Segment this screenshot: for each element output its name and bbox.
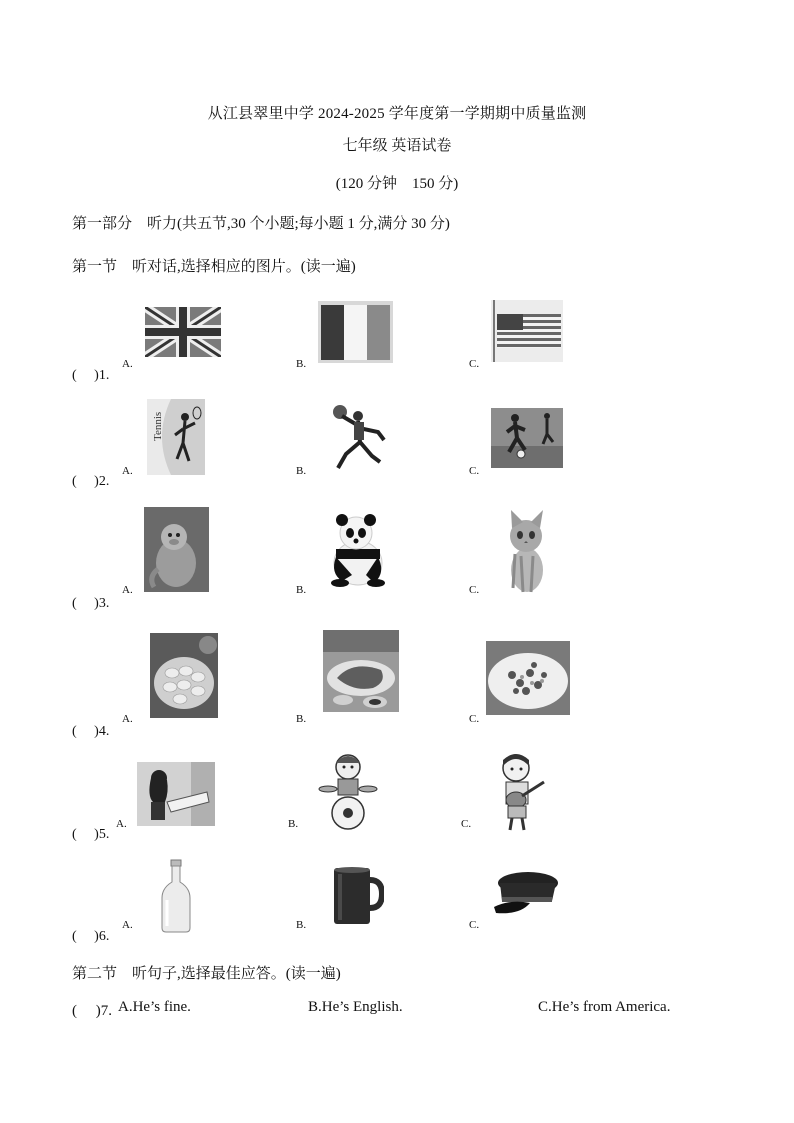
question-number: ( )3.	[72, 596, 110, 611]
exam-subtitle: 七年级 英语试卷	[342, 138, 452, 154]
option-label: C.	[469, 584, 480, 596]
kung-pao-chicken-picture	[486, 641, 570, 715]
option-label: C.	[469, 358, 480, 370]
option-label: C.	[469, 713, 480, 725]
question-number: ( )1.	[72, 368, 110, 383]
soccer-players-picture	[491, 408, 563, 468]
option-label: B.	[288, 818, 299, 830]
usa-flag-picture	[491, 300, 563, 362]
option-label: C.	[461, 818, 472, 830]
cap-picture	[490, 869, 560, 917]
option-label: A.	[122, 713, 133, 725]
basketball-player-picture	[328, 402, 390, 474]
option-label: B.	[296, 465, 307, 477]
option-label: A.	[122, 584, 133, 596]
option-label: A.	[122, 919, 133, 931]
roast-duck-picture	[323, 630, 399, 712]
boy-playing-guitar-picture	[494, 752, 546, 832]
exam-title: 从江县翠里中学 2024-2025 学年度第一学期期中质量监测	[207, 106, 587, 122]
question-number: ( )5.	[72, 827, 110, 842]
option-label: B.	[296, 358, 307, 370]
tennis-label: Tennis	[152, 411, 164, 441]
france-flag-picture	[318, 301, 393, 363]
question-7-option-a: A.He’s fine.	[118, 999, 191, 1015]
uk-flag-picture	[145, 307, 221, 357]
option-label: A.	[116, 818, 127, 830]
monkey-picture	[144, 507, 209, 592]
option-label: B.	[296, 584, 307, 596]
kitten-picture	[501, 508, 551, 594]
tennis-player-picture	[147, 399, 205, 475]
question-7-option-c: C.He’s from America.	[538, 999, 671, 1015]
section1-heading: 第一节 听对话,选择相应的图片。(读一遍)	[72, 259, 356, 275]
option-label: B.	[296, 919, 307, 931]
option-label: A.	[122, 465, 133, 477]
question-7-number: ( )7.	[72, 1003, 112, 1019]
question-number: ( )2.	[72, 474, 110, 489]
option-label: C.	[469, 465, 480, 477]
glass-bottle-picture	[158, 858, 194, 934]
part1-heading: 第一部分 听力(共五节,30 个小题;每小题 1 分,满分 30 分)	[72, 216, 450, 232]
girl-playing-piano-picture	[137, 762, 215, 826]
question-7-option-b: B.He’s English.	[308, 999, 403, 1015]
question-number: ( )6.	[72, 929, 110, 944]
boy-playing-drums-picture	[318, 751, 378, 831]
option-label: B.	[296, 713, 307, 725]
section2-heading: 第二节 听句子,选择最佳应答。(读一遍)	[72, 966, 341, 982]
question-number: ( )4.	[72, 724, 110, 739]
option-label: C.	[469, 919, 480, 931]
exam-time-score: (120 分钟 150 分)	[335, 176, 459, 192]
dumplings-picture	[150, 633, 218, 718]
panda-picture	[322, 513, 390, 587]
option-label: A.	[122, 358, 133, 370]
mug-picture	[332, 866, 384, 926]
